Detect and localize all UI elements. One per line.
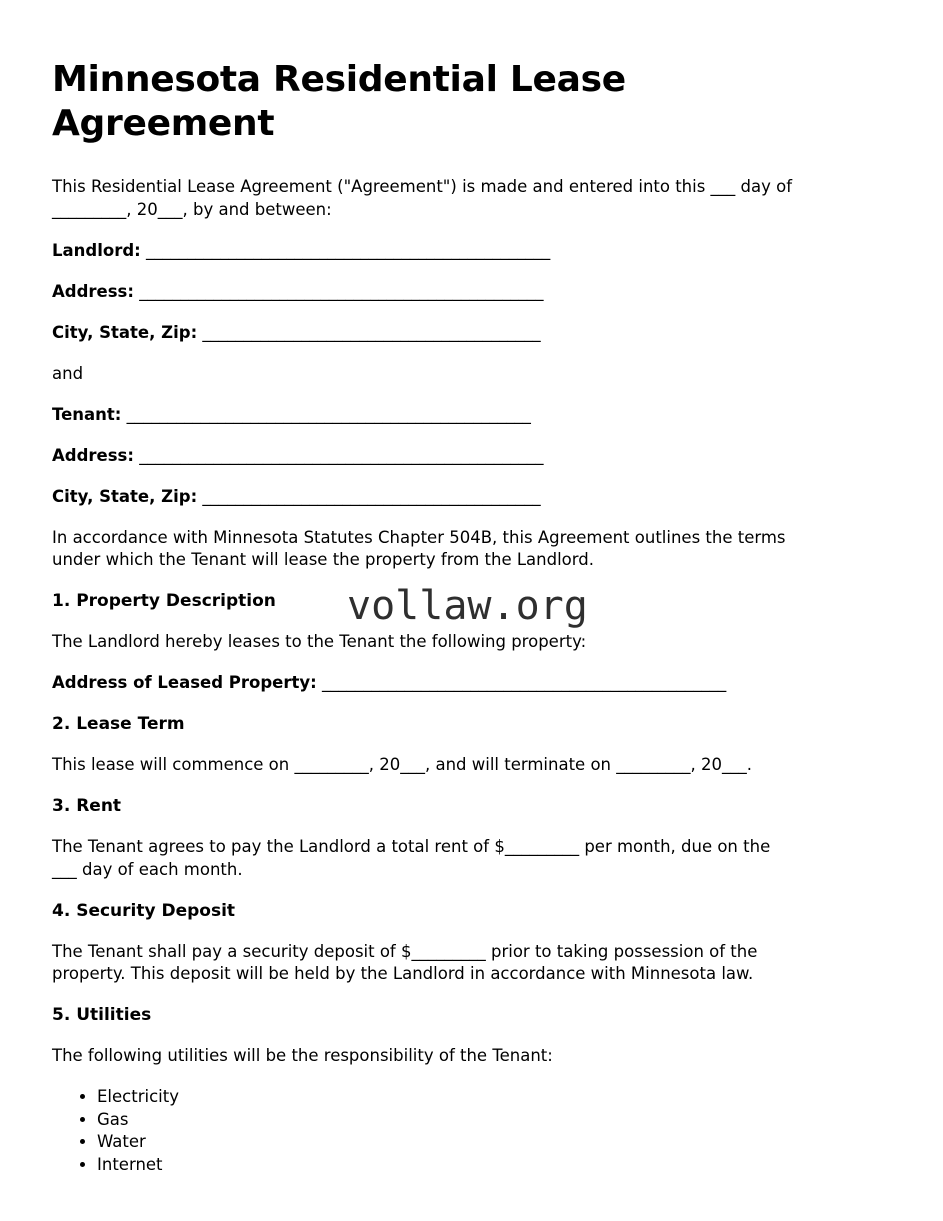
section-heading-rent: 3. Rent	[52, 796, 122, 816]
tenant-city-state-zip-blank: _________________________________________	[202, 486, 541, 506]
utilities-list-item-water: • Water	[97, 1131, 883, 1154]
property-description-body: The Landlord hereby leases to the Tenant the following property:	[52, 632, 587, 651]
intro-paragraph	[52, 176, 883, 221]
utilities-list-item-internet: • Internet	[97, 1154, 883, 1177]
rent-line-1: The Tenant agrees to pay the Landlord a total rent of $_________ per month, due on the	[52, 837, 771, 856]
tenant-address-row	[52, 445, 883, 468]
tenant-label: Tenant:	[52, 404, 122, 424]
rent-body	[52, 836, 883, 881]
vollaw-watermark: vollaw.org	[347, 583, 588, 629]
tenant-city-state-zip-label: City, State, Zip:	[52, 486, 198, 506]
leased-property-address-label: Address of Leased Property:	[52, 673, 317, 692]
accordance-line-1: In accordance with Minnesota Statutes Chapter 504B, this Agreement outlines the terms	[52, 527, 786, 547]
leased-property-address-row	[52, 672, 883, 695]
section-heading-lease-term: 2. Lease Term	[52, 714, 185, 734]
landlord-city-state-zip-blank: _________________________________________	[202, 322, 541, 342]
tenant-address-label: Address:	[52, 445, 134, 465]
tenant-city-state-zip-row	[52, 486, 883, 509]
landlord-address-row	[52, 281, 883, 304]
tenant-name-blank: _________________________________________________	[126, 404, 531, 424]
section-heading-property-description: 1. Property Description	[52, 591, 276, 611]
utilities-list	[52, 1086, 883, 1176]
landlord-name-row	[52, 240, 883, 263]
accordance-line-2: under which the Tenant will lease the property from the Landlord.	[52, 550, 594, 569]
landlord-address-blank: _________________________________________________	[139, 281, 544, 301]
tenant-name-row	[52, 404, 883, 427]
intro-line-1: This Residential Lease Agreement ("Agreement") is made and entered into this ___ day of	[52, 177, 793, 196]
tenant-address-blank: _________________________________________________	[139, 445, 544, 465]
landlord-city-state-zip-row	[52, 322, 883, 345]
landlord-name-blank: _________________________________________________	[146, 240, 551, 260]
accordance-paragraph	[52, 527, 883, 572]
utilities-list-item-electricity: • Electricity	[97, 1086, 883, 1109]
lease-term-body: This lease will commence on _________, 20___, and will terminate on _________, 20___.	[52, 755, 752, 774]
landlord-address-label: Address:	[52, 281, 134, 301]
leased-property-address-blank: _________________________________________________	[321, 673, 727, 692]
landlord-city-state-zip-label: City, State, Zip:	[52, 322, 198, 342]
security-deposit-line-2: property. This deposit will be held by the Landlord in accordance with Minnesota law.	[52, 964, 754, 983]
utilities-body: The following utilities will be the responsibility of the Tenant:	[52, 1046, 553, 1065]
security-deposit-line-1: The Tenant shall pay a security deposit of $_________ prior to taking possession of the	[52, 941, 758, 961]
document-title: Minnesota Residential Lease Agreement	[52, 59, 626, 144]
utilities-list-item-gas: • Gas	[97, 1109, 883, 1132]
rent-line-2: ___ day of each month.	[52, 859, 243, 879]
landlord-label: Landlord:	[52, 240, 141, 260]
intro-line-2: _________, 20___, by and between:	[52, 199, 332, 219]
connector-text: and	[52, 363, 84, 383]
security-deposit-body	[52, 941, 883, 986]
section-heading-security-deposit: 4. Security Deposit	[52, 900, 236, 921]
section-heading-utilities: 5. Utilities	[52, 1005, 152, 1025]
